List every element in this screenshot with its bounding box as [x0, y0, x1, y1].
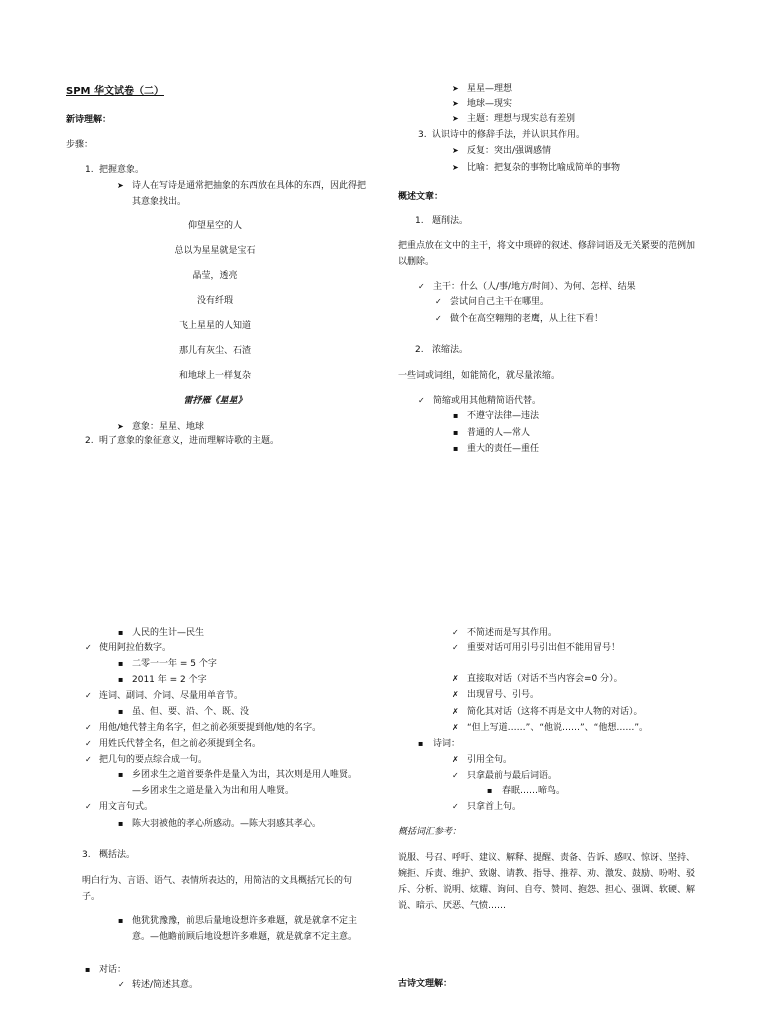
- poem-line: 总以为星星就是宝石: [174, 246, 256, 256]
- method-description: 一些词或词组，如能简化，就尽量浓缩。: [398, 371, 561, 381]
- step-note: 诗人在写诗是通常把抽象的东西放在具体的东西，因此得把其意象找出。: [132, 181, 367, 207]
- check-item: 主干：什么（人/事/地方/时间）、为何、怎样、结果: [433, 282, 636, 292]
- check-item: 只拿最前与最后词语。: [467, 771, 558, 781]
- arrow-bullet-icon: [452, 113, 459, 125]
- square-bullet-icon: [487, 785, 492, 797]
- check-icon: [85, 642, 92, 654]
- square-bullet-icon: [453, 443, 458, 455]
- arrow-bullet-icon: [117, 421, 124, 433]
- example-item: 二零一一年 = 5 个字: [132, 659, 217, 669]
- check-item: 做个在高空翱翔的老鹰，从上往下看！: [450, 314, 604, 324]
- check-icon: [452, 770, 459, 782]
- check-item: 把几句的要点综合成一句。: [99, 755, 208, 765]
- vocab-list: 说服、号召、呼吁、建议、解释、提醒、责备、告诉、感叹、惊讶、坚持、婉拒、斥责、维护、致谢、请教、指导、推荐、劝、激发、鼓励、吩咐、驳斥、分析、说明、炫耀、询问、自夸、赞同、抱怨、担心、强调、软硬、解说、暗示、厌恶、气愤……: [398, 853, 696, 911]
- poem-line: 仰望星空的人: [187, 221, 242, 231]
- square-bullet-icon: [118, 818, 123, 830]
- dialogue-label: 对话：: [99, 965, 127, 975]
- poem-line: 和地球上一样复杂: [178, 371, 251, 381]
- step-text: 明了意象的象征意义，进而理解诗歌的主题。: [99, 436, 280, 446]
- example-item: 乡团求生之道首要条件是量入为出，其次则是用人唯贤。: [132, 770, 358, 780]
- method-title: 概括法。: [99, 850, 136, 860]
- section-heading-classical: 古诗文理解：: [398, 979, 453, 989]
- method-number: 2.: [415, 345, 424, 355]
- check-item: 用他/她代替主角名字，但之前必须要提到他/她的名字。: [99, 723, 322, 733]
- method-description: 明白行为、言语、语气、表情所表达的，用简洁的文具概括冗长的句子。: [82, 876, 353, 902]
- cross-icon: [452, 689, 459, 701]
- step-text: 把握意象。: [99, 165, 145, 175]
- check-icon: [418, 395, 425, 407]
- symbol-item: 地球—现实: [467, 99, 513, 109]
- check-icon: [85, 801, 92, 813]
- cross-icon: [452, 673, 459, 685]
- rhetoric-item: 反复：突出/强调感情: [467, 146, 552, 156]
- example-item: 春眠……啼鸟。: [502, 786, 566, 796]
- example-item: 陈大羽被他的孝心所感动。—陈大羽感其孝心。: [132, 819, 322, 829]
- dont-item: 简化其对话（这将不再是文中人物的对话）。: [467, 707, 643, 717]
- check-icon: [435, 296, 442, 308]
- dont-item: “但上写道……”、“他说……”、“他想……”。: [467, 723, 648, 733]
- check-icon: [85, 690, 92, 702]
- dont-item: 出现冒号、引号。: [467, 690, 540, 700]
- check-icon: [85, 722, 92, 734]
- square-bullet-icon: [118, 627, 123, 639]
- method-number: 3.: [82, 850, 91, 860]
- check-icon: [435, 313, 442, 325]
- example-item: 普通的人—常人: [467, 428, 531, 438]
- example-item: 人民的生计—民生: [132, 628, 205, 638]
- poem-line: 那儿有灰尘、石渣: [178, 346, 251, 356]
- check-icon: [452, 642, 459, 654]
- dont-item: 直接取对话（对话不当内容会=0 分）。: [467, 674, 623, 684]
- arrow-bullet-icon: [117, 180, 124, 192]
- check-item: 只拿首上句。: [467, 802, 522, 812]
- square-bullet-icon: [118, 674, 123, 686]
- check-item: 不简述而是写其作用。: [467, 628, 558, 638]
- arrow-bullet-icon: [452, 83, 459, 95]
- check-icon: [452, 801, 459, 813]
- poetry-label: 诗词：: [433, 739, 461, 749]
- example-item: 不遵守法律—违法: [467, 411, 540, 421]
- check-item: 简缩或用其他精简语代替。: [433, 396, 542, 406]
- check-icon: [85, 754, 92, 766]
- vocab-heading: 概括词汇参考：: [398, 827, 462, 837]
- square-bullet-icon: [118, 658, 123, 670]
- example-item: 重大的责任—重任: [467, 444, 540, 454]
- dont-item: 引用全句。: [467, 755, 513, 765]
- poem-source: 雷抒雁《星星》: [183, 396, 247, 406]
- check-item: 用姓氏代替全名，但之前必须提到全名。: [99, 739, 262, 749]
- section-heading-summary: 概述文章：: [398, 192, 444, 202]
- imagery-note: 意象：星星、地球: [132, 422, 205, 432]
- check-icon: [118, 979, 125, 991]
- check-icon: [452, 627, 459, 639]
- square-bullet-icon: [118, 769, 123, 781]
- check-item: 用文言句式。: [99, 802, 154, 812]
- cross-icon: [452, 722, 459, 734]
- check-icon: [418, 281, 425, 293]
- cross-icon: [452, 706, 459, 718]
- cross-icon: [452, 754, 459, 766]
- step-number: 1.: [85, 165, 94, 175]
- check-item: 使用阿拉伯数字。: [99, 643, 172, 653]
- square-bullet-icon: [85, 964, 90, 976]
- symbol-item: 星星—理想: [467, 84, 513, 94]
- check-item: 尝试问自己主干在哪里。: [450, 297, 550, 307]
- square-bullet-icon: [418, 738, 423, 750]
- symbol-item: 主题：理想与现实总有差别: [467, 114, 576, 124]
- example-item: 他犹犹豫豫，前思后量地设想许多难题，就是就拿不定主意。—他瞻前顾后地设想许多难题，就是就拿不定主意。: [132, 916, 358, 942]
- method-title: 浓缩法。: [432, 345, 469, 355]
- steps-label: 步骤：: [66, 140, 94, 150]
- check-item: 重要对话可用引号引出但不能用冒号！: [467, 643, 621, 653]
- check-item: 转述/简述其意。: [132, 980, 199, 990]
- example-item: 虽、但、要、沿、个、既、没: [132, 707, 250, 717]
- poem-line: 晶莹，透亮: [192, 271, 238, 281]
- method-description: 把重点放在文中的主干，将文中琐碎的叙述、修辞词语及无关紧要的范例加以删除。: [398, 241, 696, 267]
- document-title: SPM 华文试卷（二）: [66, 86, 164, 97]
- method-title: 题削法。: [432, 216, 469, 226]
- arrow-bullet-icon: [452, 145, 459, 157]
- arrow-bullet-icon: [452, 162, 459, 174]
- step-text: 认识诗中的修辞手法，并认识其作用。: [432, 130, 586, 140]
- rhetoric-item: 比喻：把复杂的事物比喻成简单的事物: [467, 163, 621, 173]
- example-item: 2011 年 = 2 个字: [132, 675, 207, 685]
- square-bullet-icon: [118, 706, 123, 718]
- square-bullet-icon: [118, 915, 123, 927]
- step-number: 3.: [418, 130, 427, 140]
- example-result: —乡团求生之道是量入为出和用人唯贤。: [132, 786, 295, 796]
- poem-line: 没有纤瑕: [196, 296, 233, 306]
- check-item: 连词、副词、介词、尽量用单音节。: [99, 691, 244, 701]
- check-icon: [85, 738, 92, 750]
- arrow-bullet-icon: [452, 98, 459, 110]
- square-bullet-icon: [453, 410, 458, 422]
- square-bullet-icon: [453, 427, 458, 439]
- method-number: 1.: [415, 216, 424, 226]
- poem-line: 飞上星星的人知道: [178, 321, 251, 331]
- section-heading-poetry: 新诗理解：: [66, 115, 112, 125]
- step-number: 2.: [85, 436, 94, 446]
